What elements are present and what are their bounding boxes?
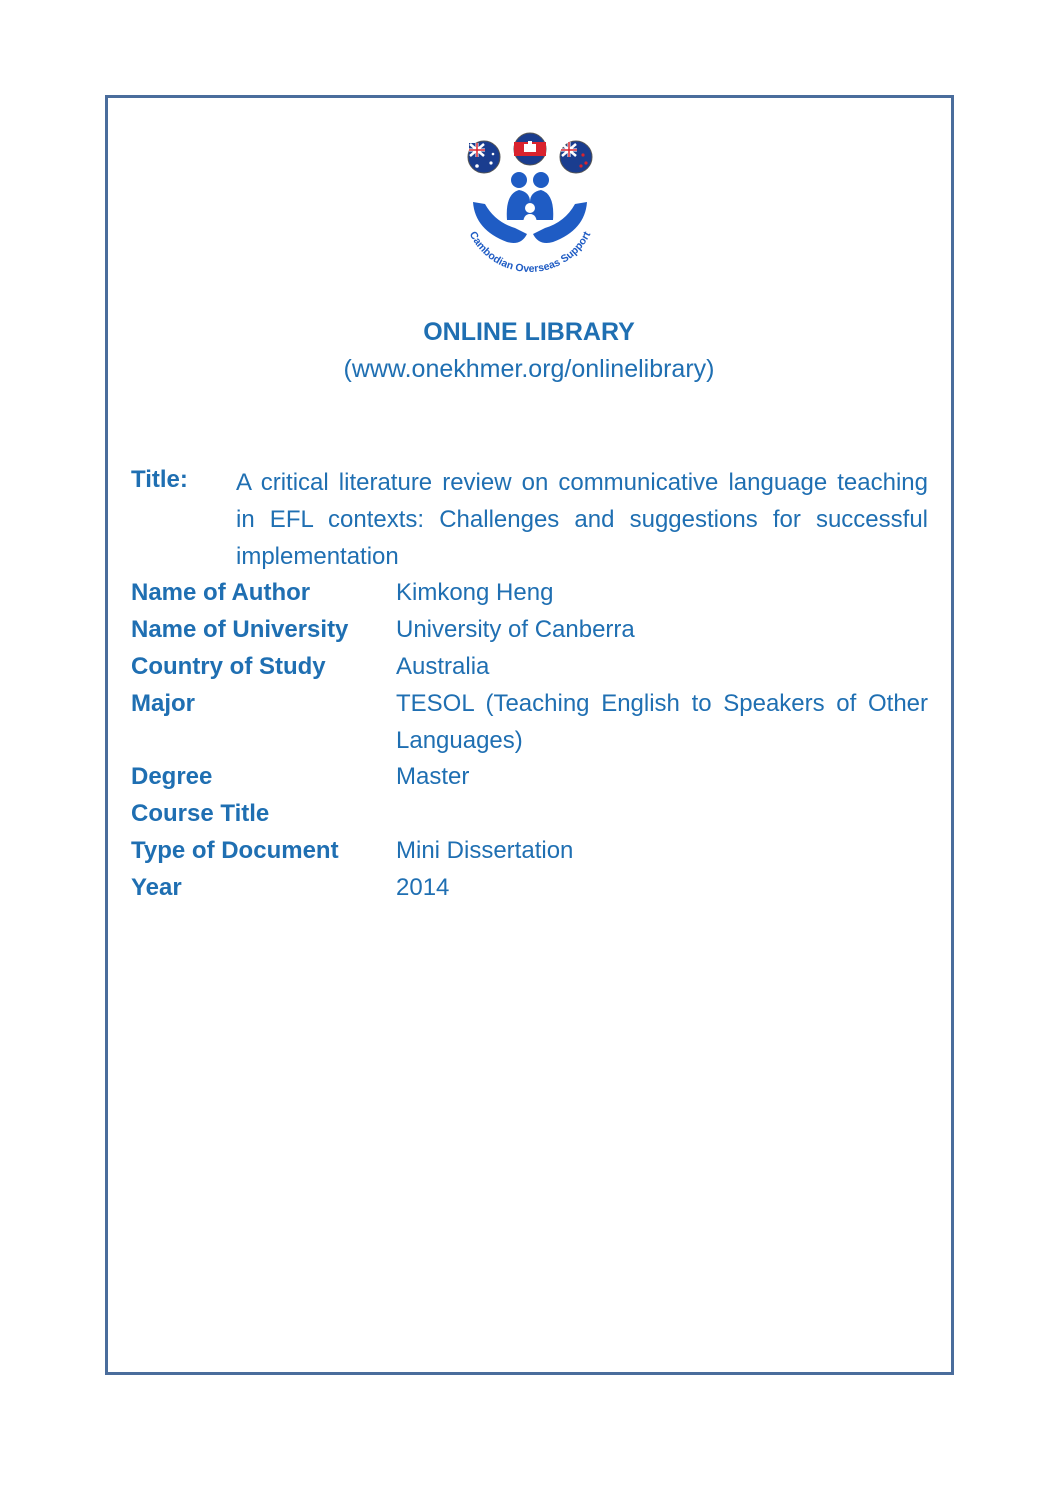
field-label: Name of University	[131, 616, 349, 643]
field-value: Australia	[396, 653, 490, 680]
new-zealand-flag-icon	[560, 141, 592, 173]
field-label: Course Title	[131, 800, 270, 827]
field-label: Country of Study	[131, 653, 326, 680]
field-label: Name of Author	[131, 579, 311, 606]
family-hands-icon	[473, 172, 587, 243]
logo-arc-text: Cambodian Overseas Support	[466, 229, 594, 276]
title-label: Title:	[131, 466, 188, 493]
cambodia-flag-icon	[514, 133, 546, 165]
field-label: Year	[131, 874, 182, 901]
field-value: Mini Dissertation	[396, 837, 574, 864]
field-value: Master	[396, 763, 470, 790]
field-label: Type of Document	[131, 837, 339, 864]
field-value: University of Canberra	[396, 616, 635, 643]
library-title: ONLINE LIBRARY	[423, 318, 635, 346]
field-value: 2014	[396, 874, 450, 901]
title-value: A critical literature review on communicative language teaching in EFL contexts: Challenges and suggestions for successful implementation	[236, 469, 928, 570]
cambodian-overseas-support-logo	[455, 130, 605, 285]
australia-flag-icon	[468, 141, 500, 173]
library-url: (www.onekhmer.org/onlinelibrary)	[343, 355, 715, 383]
field-label: Major	[131, 690, 196, 717]
field-value: Kimkong Heng	[396, 579, 554, 606]
field-value: TESOL (Teaching English to Speakers of Other Languages)	[396, 690, 928, 754]
field-label: Degree	[131, 763, 213, 790]
